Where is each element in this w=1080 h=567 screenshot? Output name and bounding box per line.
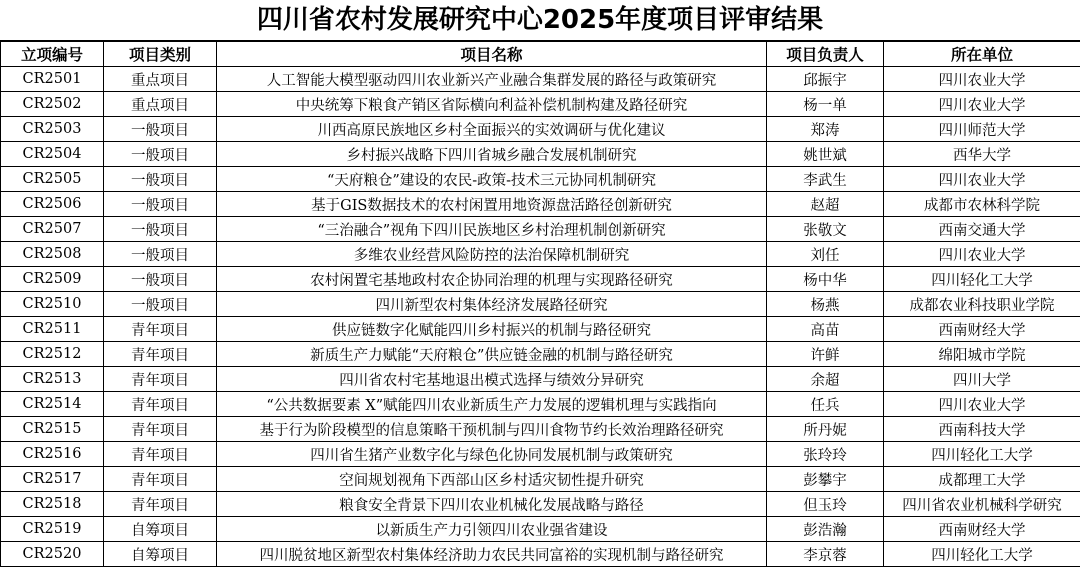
cell-project-name: 基于行为阶段模型的信息策略干预机制与四川食物节约长效治理路径研究 [217,417,767,442]
cell-unit: 四川农业大学 [884,92,1080,117]
cell-category: 青年项目 [104,442,217,467]
cell-leader: 杨燕 [767,292,884,317]
cell-code: CR2501 [1,67,104,92]
cell-unit: 西华大学 [884,142,1080,167]
cell-project-name: 农村闲置宅基地政村农企协同治理的机理与实现路径研究 [217,267,767,292]
cell-code: CR2506 [1,192,104,217]
table-row [1,267,1080,292]
document-title: 四川省农村发展研究中心2025年度项目评审结果 [0,0,1080,41]
table-row [1,192,1080,217]
cell-project-name: 多维农业经营风险防控的法治保障机制研究 [217,242,767,267]
cell-category: 青年项目 [104,417,217,442]
cell-code: CR2519 [1,517,104,542]
cell-leader: 张敬文 [767,217,884,242]
cell-code: CR2512 [1,342,104,367]
table-row [1,342,1080,367]
table-row [1,292,1080,317]
table-row [1,167,1080,192]
cell-code: CR2514 [1,392,104,417]
cell-project-name: 四川新型农村集体经济发展路径研究 [217,292,767,317]
cell-code: CR2504 [1,142,104,167]
table-row [1,217,1080,242]
cell-leader: 邱振宇 [767,67,884,92]
cell-code: CR2505 [1,167,104,192]
table-row [1,542,1080,567]
cell-code: CR2510 [1,292,104,317]
header-project-name: 项目名称 [217,42,767,67]
cell-category: 自筹项目 [104,517,217,542]
cell-project-name: 基于GIS数据技术的农村闲置用地资源盘活路径创新研究 [217,192,767,217]
cell-category: 一般项目 [104,217,217,242]
table-row [1,442,1080,467]
cell-category: 一般项目 [104,292,217,317]
cell-project-name: 中央统筹下粮食产销区省际横向利益补偿机制构建及路径研究 [217,92,767,117]
results-table [0,41,1080,567]
cell-category: 自筹项目 [104,542,217,567]
cell-unit: 西南科技大学 [884,417,1080,442]
cell-unit: 四川农业大学 [884,242,1080,267]
table-row [1,367,1080,392]
table-row [1,67,1080,92]
cell-project-name: “三治融合”视角下四川民族地区乡村治理机制创新研究 [217,217,767,242]
cell-code: CR2511 [1,317,104,342]
cell-category: 重点项目 [104,92,217,117]
cell-leader: 彭浩瀚 [767,517,884,542]
table-row [1,392,1080,417]
cell-leader: 赵超 [767,192,884,217]
cell-category: 一般项目 [104,117,217,142]
cell-leader: 李武生 [767,167,884,192]
cell-leader: 刘任 [767,242,884,267]
cell-category: 青年项目 [104,492,217,517]
cell-project-name: “公共数据要素 X”赋能四川农业新质生产力发展的逻辑机理与实践指向 [217,392,767,417]
table-row [1,142,1080,167]
cell-unit: 四川师范大学 [884,117,1080,142]
cell-leader: 但玉玲 [767,492,884,517]
cell-project-name: 四川省农村宅基地退出模式选择与绩效分异研究 [217,367,767,392]
header-category: 项目类别 [104,42,217,67]
table-row [1,492,1080,517]
cell-project-name: 新质生产力赋能“天府粮仓”供应链金融的机制与路径研究 [217,342,767,367]
cell-leader: 张玲玲 [767,442,884,467]
cell-unit: 四川轻化工大学 [884,442,1080,467]
cell-project-name: “天府粮仓”建设的农民-政策-技术三元协同机制研究 [217,167,767,192]
cell-category: 一般项目 [104,192,217,217]
cell-category: 一般项目 [104,142,217,167]
cell-category: 青年项目 [104,317,217,342]
cell-category: 一般项目 [104,242,217,267]
header-leader: 项目负责人 [767,42,884,67]
cell-unit: 绵阳城市学院 [884,342,1080,367]
cell-project-name: 乡村振兴战略下四川省城乡融合发展机制研究 [217,142,767,167]
cell-code: CR2502 [1,92,104,117]
cell-leader: 杨一单 [767,92,884,117]
header-code: 立项编号 [1,42,104,67]
cell-leader: 彭攀宇 [767,467,884,492]
cell-unit: 西南财经大学 [884,317,1080,342]
cell-code: CR2509 [1,267,104,292]
cell-unit: 四川轻化工大学 [884,267,1080,292]
cell-code: CR2518 [1,492,104,517]
cell-leader: 杨中华 [767,267,884,292]
cell-project-name: 四川脱贫地区新型农村集体经济助力农民共同富裕的实现机制与路径研究 [217,542,767,567]
header-unit: 所在单位 [884,42,1080,67]
cell-category: 一般项目 [104,167,217,192]
cell-project-name: 供应链数字化赋能四川乡村振兴的机制与路径研究 [217,317,767,342]
cell-unit: 四川农业大学 [884,167,1080,192]
cell-leader: 李京蓉 [767,542,884,567]
cell-category: 青年项目 [104,342,217,367]
cell-category: 青年项目 [104,467,217,492]
cell-code: CR2513 [1,367,104,392]
cell-project-name: 人工智能大模型驱动四川农业新兴产业融合集群发展的路径与政策研究 [217,67,767,92]
table-row [1,417,1080,442]
cell-unit: 西南财经大学 [884,517,1080,542]
cell-project-name: 川西高原民族地区乡村全面振兴的实效调研与优化建议 [217,117,767,142]
cell-leader: 任兵 [767,392,884,417]
table-row [1,317,1080,342]
cell-project-name: 以新质生产力引领四川农业强省建设 [217,517,767,542]
cell-leader: 余超 [767,367,884,392]
cell-unit: 西南交通大学 [884,217,1080,242]
cell-code: CR2508 [1,242,104,267]
table-row [1,117,1080,142]
cell-leader: 高苗 [767,317,884,342]
cell-category: 青年项目 [104,367,217,392]
cell-code: CR2520 [1,542,104,567]
cell-code: CR2516 [1,442,104,467]
cell-leader: 郑涛 [767,117,884,142]
cell-unit: 四川农业大学 [884,67,1080,92]
cell-unit: 四川省农业机械科学研究 [884,492,1080,517]
cell-project-name: 空间规划视角下西部山区乡村适灾韧性提升研究 [217,467,767,492]
cell-code: CR2507 [1,217,104,242]
cell-unit: 四川大学 [884,367,1080,392]
cell-category: 青年项目 [104,392,217,417]
cell-leader: 姚世斌 [767,142,884,167]
cell-code: CR2515 [1,417,104,442]
cell-project-name: 粮食安全背景下四川农业机械化发展战略与路径 [217,492,767,517]
cell-unit: 四川轻化工大学 [884,542,1080,567]
cell-code: CR2517 [1,467,104,492]
cell-unit: 成都农业科技职业学院 [884,292,1080,317]
cell-category: 一般项目 [104,267,217,292]
cell-leader: 许鲜 [767,342,884,367]
cell-category: 重点项目 [104,67,217,92]
table-row [1,467,1080,492]
cell-code: CR2503 [1,117,104,142]
cell-leader: 所丹妮 [767,417,884,442]
table-header-row [1,42,1080,67]
cell-unit: 成都理工大学 [884,467,1080,492]
table-row [1,92,1080,117]
cell-project-name: 四川省生猪产业数字化与绿色化协同发展机制与政策研究 [217,442,767,467]
table-row [1,517,1080,542]
cell-unit: 成都市农林科学院 [884,192,1080,217]
cell-unit: 四川农业大学 [884,392,1080,417]
table-row [1,242,1080,267]
